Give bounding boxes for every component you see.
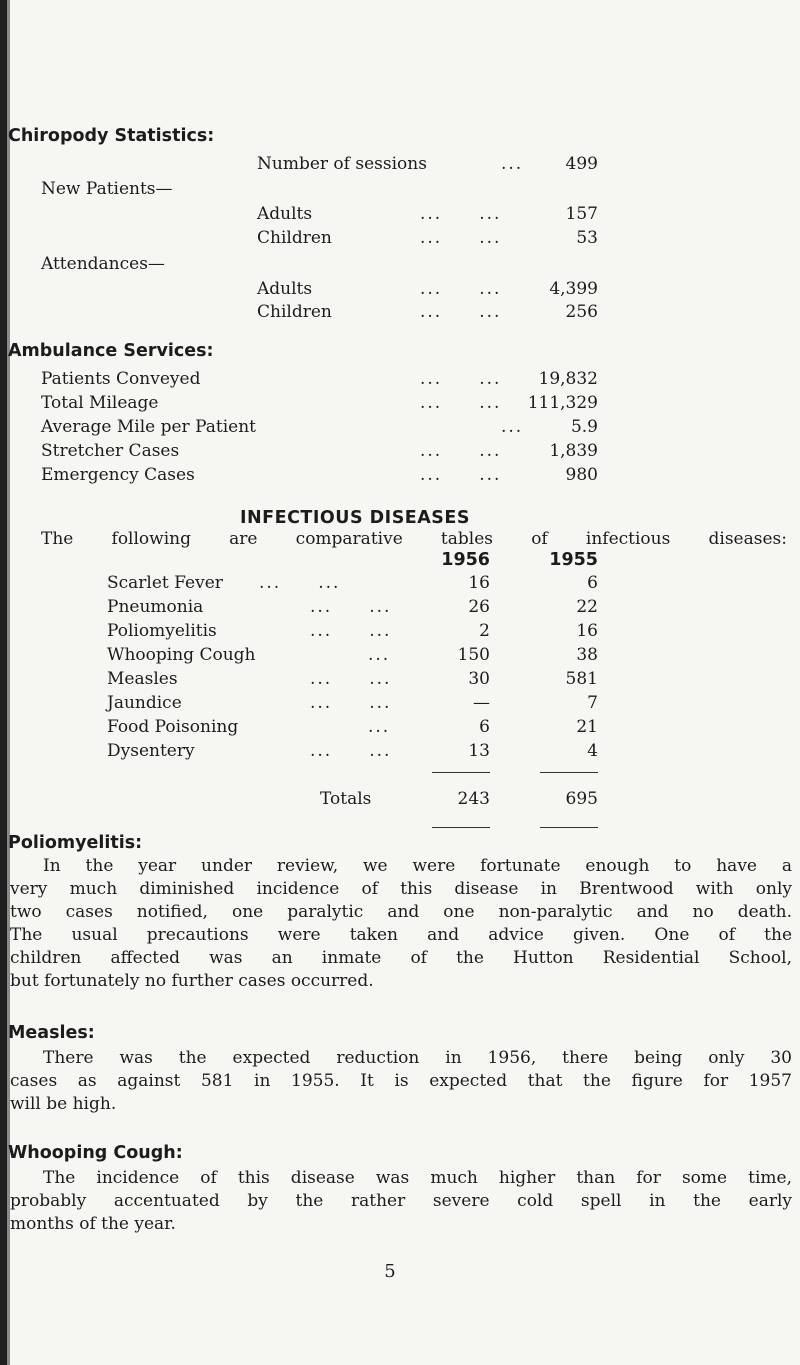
- paragraph-line: children affected was an inmate of the Hutton Residential School,: [10, 948, 792, 968]
- leader-dots: ... ...: [420, 228, 502, 248]
- poliomyelitis-paragraph: [10, 855, 792, 993]
- value-1955: 16: [576, 621, 598, 641]
- disease-name: Scarlet Fever: [107, 573, 223, 593]
- leader-dots: ... ...: [420, 369, 502, 389]
- ambulance-row-value: 111,329: [527, 393, 598, 413]
- new-children-label: Children: [257, 228, 332, 248]
- leader-dots: ... ...: [310, 741, 392, 761]
- ambulance-row-label: Emergency Cases: [41, 465, 195, 485]
- value-1955: 6: [587, 573, 598, 593]
- value-1956: 30: [468, 669, 490, 689]
- measles-paragraph: [10, 1047, 792, 1116]
- disease-name: Measles: [107, 669, 178, 689]
- value-1956: 6: [479, 717, 490, 737]
- leader-dots: ... ...: [420, 279, 502, 299]
- total-1955: 695: [565, 789, 598, 809]
- sessions-value: 499: [565, 154, 598, 174]
- value-1956: —: [473, 693, 490, 713]
- disease-name: Jaundice: [107, 693, 182, 713]
- value-1955: 4: [587, 741, 598, 761]
- ambulance-row-label: Total Mileage: [41, 393, 159, 413]
- paragraph-line: cases as against 581 in 1955. It is expected that the figure for 1957: [10, 1071, 792, 1091]
- value-1955: 22: [576, 597, 598, 617]
- measles-heading: Measles:: [8, 1023, 95, 1043]
- whooping-cough-heading: Whooping Cough:: [8, 1143, 183, 1163]
- paragraph-line: In the year under review, we were fortunate enough to have a: [43, 856, 792, 876]
- paragraph-line: probably accentuated by the rather severe cold spell in the early: [10, 1191, 792, 1211]
- leader-dots: ... ...: [420, 441, 502, 461]
- att-adults-label: Adults: [257, 279, 313, 299]
- paragraph-line: but fortunately no further cases occurred.: [10, 971, 374, 991]
- leader-dots: ...: [501, 154, 524, 174]
- att-adults-value: 4,399: [549, 279, 598, 299]
- total-rule-top: [540, 772, 598, 773]
- sessions-label: Number of sessions: [257, 154, 427, 174]
- disease-name: Food Poisoning: [107, 717, 239, 737]
- leader-dots: ... ...: [420, 465, 502, 485]
- new-children-value: 53: [576, 228, 598, 248]
- new-adults-label: Adults: [257, 204, 313, 224]
- value-1955: 581: [565, 669, 598, 689]
- paragraph-line: The usual precautions were taken and advice given. One of the: [10, 925, 792, 945]
- ambulance-heading: Ambulance Services:: [8, 341, 214, 361]
- ambulance-row-value: 5.9: [570, 417, 598, 437]
- total-rule-bottom: [432, 827, 490, 828]
- paragraph-line: very much diminished incidence of this disease in Brentwood with only: [10, 879, 792, 899]
- attendances-label: Attendances—: [41, 254, 165, 274]
- new-adults-value: 157: [565, 204, 598, 224]
- leader-dots: ... ...: [420, 204, 502, 224]
- ambulance-row-label: Stretcher Cases: [41, 441, 180, 461]
- infectious-intro: The following are comparative tables of infectious diseases:: [41, 529, 787, 549]
- value-1956: 26: [468, 597, 490, 617]
- att-children-label: Children: [257, 302, 332, 322]
- infectious-title: INFECTIOUS DISEASES: [240, 508, 470, 528]
- leader-dots: ... ...: [310, 669, 392, 689]
- value-1956: 2: [479, 621, 490, 641]
- value-1955: 7: [587, 693, 598, 713]
- value-1956: 16: [468, 573, 490, 593]
- leader-dots: ... ...: [310, 597, 392, 617]
- total-1956: 243: [457, 789, 490, 809]
- ambulance-row-value: 1,839: [549, 441, 598, 461]
- disease-name: Pneumonia: [107, 597, 204, 617]
- paragraph-line: two cases notified, one paralytic and one non-paralytic and no death.: [10, 902, 792, 922]
- ambulance-row-value: 980: [565, 465, 598, 485]
- value-1956: 13: [468, 741, 490, 761]
- column-header-1956: 1956: [441, 550, 490, 570]
- ambulance-row-label: Patients Conveyed: [41, 369, 201, 389]
- leader-dots: ... ...: [310, 621, 392, 641]
- disease-name: Poliomyelitis: [107, 621, 217, 641]
- leader-dots: ...: [368, 717, 391, 737]
- paragraph-line: months of the year.: [10, 1214, 176, 1234]
- value-1955: 21: [576, 717, 598, 737]
- paragraph-line: There was the expected reduction in 1956, there being only 30: [43, 1048, 792, 1068]
- total-rule-top: [432, 772, 490, 773]
- paragraph-line: The incidence of this disease was much higher than for some time,: [43, 1168, 792, 1188]
- leader-dots: ... ...: [420, 302, 502, 322]
- leader-dots: ... ...: [310, 693, 392, 713]
- leader-dots: ... ...: [420, 393, 502, 413]
- whooping-cough-paragraph: [10, 1167, 792, 1236]
- column-header-1955: 1955: [549, 550, 598, 570]
- page-number: 5: [384, 1261, 396, 1282]
- disease-name: Dysentery: [107, 741, 195, 761]
- totals-label: Totals: [320, 789, 372, 809]
- att-children-value: 256: [565, 302, 598, 322]
- disease-name: Whooping Cough: [107, 645, 256, 665]
- leader-dots: ...: [368, 645, 391, 665]
- new-patients-label: New Patients—: [41, 179, 173, 199]
- paragraph-line: will be high.: [10, 1094, 117, 1114]
- chiropody-heading: Chiropody Statistics:: [8, 126, 215, 146]
- value-1956: 150: [457, 645, 490, 665]
- page-binding-edge: [0, 0, 7, 1365]
- ambulance-row-label: Average Mile per Patient: [41, 417, 256, 437]
- leader-dots: ... ...: [259, 573, 341, 593]
- total-rule-bottom: [540, 827, 598, 828]
- value-1955: 38: [576, 645, 598, 665]
- ambulance-row-value: 19,832: [538, 369, 598, 389]
- poliomyelitis-heading: Poliomyelitis:: [8, 833, 143, 853]
- leader-dots: ...: [501, 417, 524, 437]
